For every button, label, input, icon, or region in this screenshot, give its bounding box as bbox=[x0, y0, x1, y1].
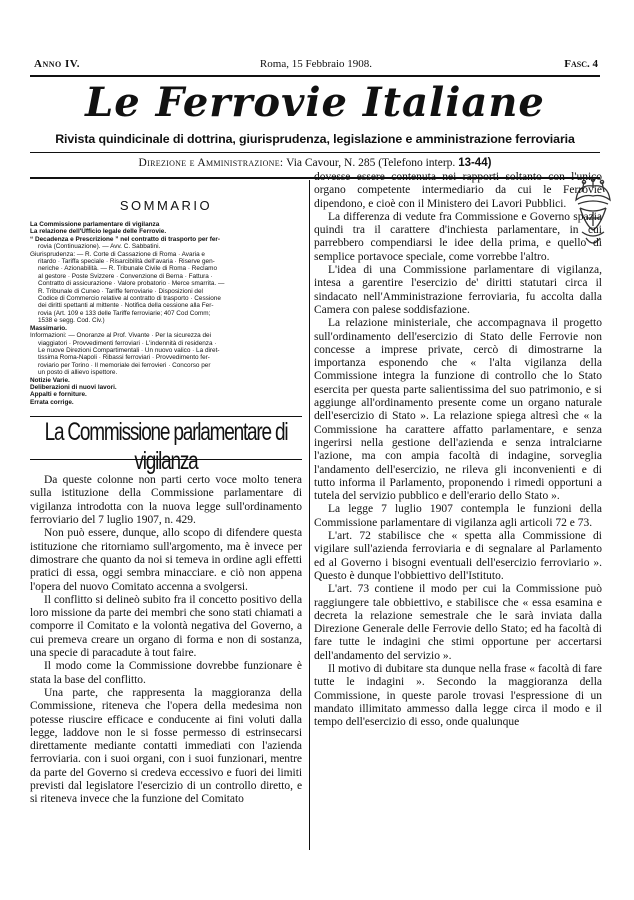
sommario-item: Contratto di assicurazione · Valore probatorio · Merce smarrita. — bbox=[38, 280, 225, 288]
sommario-item: rovia (Continuazione). — Avv. C. Sabbatini. bbox=[38, 243, 161, 251]
direzione-phone: 13-44) bbox=[458, 157, 492, 169]
right-article-text bbox=[314, 171, 602, 729]
article-paragraph: Il conflitto si delineò subito fra il concetto positivo della loro missione da parte dei membri che sono stati chiamati a comporre il Comitato e la volontà negativa del Governo, a cui premeva creare un organo di forma e non di sostanza, una specie di paracadute à tout faire. bbox=[30, 593, 302, 660]
masthead-title: Le Ferrovie Italiane bbox=[85, 79, 545, 126]
sommario-item: La relazione dell'Ufficio legale delle Ferrovie. bbox=[30, 228, 167, 236]
direzione-address: Via Cavour, N. 285 (Telefono interp. bbox=[286, 157, 456, 169]
sommario-item: Informazioni: — Onoranze al Prof. Vivante · Per la sicurezza dei bbox=[30, 332, 212, 340]
left-column bbox=[30, 182, 302, 807]
sommario-item: La Commissione parlamentare di vigilanza bbox=[30, 221, 160, 228]
issue-label: Fasc. 4 bbox=[564, 58, 598, 70]
sommario-list bbox=[30, 221, 302, 406]
article-paragraph: L'art. 73 contiene il modo per cui la Commissione può raggiungere tale obbiettivo, e stabilisce che « essa esamina e decreta la relazione semestrale che le sarà inviata dalla Direzione Generale delle Ferrovie dello Stato; ed ha facoltà di fare tutte le indagini che stimi opportune per accertarsi dell'andamento del servizio ». bbox=[314, 583, 602, 662]
volume-label: Anno IV. bbox=[34, 58, 81, 70]
article-heading-box bbox=[30, 416, 302, 476]
right-column bbox=[314, 171, 602, 729]
sommario-item: al gestore · Poste Svizzere · Convenzione di Berna · Fattura · bbox=[38, 272, 213, 280]
sommario-item: Giurisprudenza: — R. Corte di Cassazione di Roma · Avaria e bbox=[30, 250, 205, 258]
article-paragraph: Una parte, che rappresenta la maggioranza della Commissione, riteneva che l'opera della medesima non potesse riuscire efficace e conducente ai fini voluti dalla legge, laddove non le si fosse permesso di estrinsecarsi direttamente mediante contatti immediati con l'azienda ferroviaria. con i suoi organi, con i suoi funzionari, mentre da parte del Governo si credeva eccessivo e fuori dei limiti previsti dal legislatore l'esercizio di un controllo diretto, e si riteneva invece che la funzione del Comitato bbox=[30, 686, 302, 806]
sommario-item: Massimario. bbox=[30, 324, 67, 332]
sommario-item: Appalti e forniture. bbox=[30, 391, 87, 399]
article-paragraph: La relazione ministeriale, che accompagnava il progetto sull'ordinamento dell'esercizio di Stato delle Ferrovie non concesse a imprese private, cercò di dimostrarne la importanza esponendo che « l'alta vigilanza della Commissione integra la funzione di controllo che lo Stato esercita per questa parte salientissima del suo patrimonio, e si aggiunge all'ordinamento presente come un organo naturale dell'esercizio di Stato ». La relazione spiega altresì che « la Commissione ha carattere affatto parlamentare, e senza ingerirsi nella gestione dell'azienda e senza intralciarne l'azione, ma con ampia facoltà di indagine, sorveglia l'andamento dell'esercizio, ne rileva gli inconvenienti e di tutto informa il Parlamento, proponendo i rimedi opportuni a tutela del servizio pubblico e dell'erario dello Stato ». bbox=[314, 317, 602, 503]
sommario-item: roviario per Torino · Il memoriale dei ferrovieri · Concorso per bbox=[38, 361, 211, 369]
article-paragraph: Il motivo di dubitare sta dunque nella frase « facoltà di fare tutte le indagini ». Secondo la maggioranza della Commissione, in queste parole trovasi l'espressione di un mandato illimitato ammesso dalla legge circa il modo e il tempo dell'esercizio di esso, onde qualunque bbox=[314, 662, 602, 729]
sommario-item: R. Tribunale di Cuneo · Tariffe ferroviarie · Disposizioni del bbox=[38, 287, 203, 295]
sommario-item: tissima Roma-Napoli · Ribassi ferroviari · Provvedimento fer- bbox=[38, 354, 210, 362]
sommario-item: neriche · Azionabilità. — R. Tribunale Civile di Roma · Reclamo bbox=[38, 265, 218, 273]
sommario-item: ritardo · Tariffa speciale · Risarcibilità dell'avaria · Riserve gen- bbox=[38, 258, 215, 266]
subtitle-rule bbox=[30, 152, 600, 153]
left-article-text bbox=[30, 474, 302, 806]
sommario-item: viaggiatori · Provvedimenti ferroviari · L'indennità di residenza · bbox=[38, 339, 217, 347]
sommario-item: Errata corrige. bbox=[30, 398, 74, 406]
article-heading: La Commissione parlamentare di vigilanza bbox=[44, 419, 288, 476]
sommario-item: Deliberazioni di nuovi lavori. bbox=[30, 383, 117, 391]
sommario-item: Le nuove Direzioni Compartimentali · Un nuovo valico · La diret- bbox=[38, 346, 220, 354]
running-header bbox=[34, 58, 598, 72]
sommario-item: dei diritti spettanti al mittente · Notifica della cessione alla Fer- bbox=[38, 302, 214, 310]
sommario-title: SOMMARIO bbox=[119, 198, 213, 213]
sommario-item: 1538 e segg. Cod. Civ.) bbox=[38, 317, 105, 325]
article-paragraph: L'idea di una Commissione parlamentare di vigilanza, intesa a garentire l'esercizio de' diritti statutari circa il sindacato nell'Amministrazione ferroviaria, fu accolta dalla Camera con palese soddisfazione. bbox=[314, 264, 602, 316]
article-paragraph: dovesse essere contenuta nei rapporti soltanto con l'unico organo competente intermediario da cui le Ferrovie dipendono, e cioè con il Ministero dei Lavori Pubblici. bbox=[314, 171, 602, 210]
sommario-item: Notizie Varie. bbox=[30, 376, 70, 384]
sommario-item: rovia (Art. 109 e 133 delle Tariffe ferroviarie; 407 Cod Comm; bbox=[38, 309, 211, 317]
article-paragraph: La legge 7 luglio 1907 contempla le funzioni della Commissione parlamentare di vigilanza agli articoli 72 e 73. bbox=[314, 503, 602, 529]
sommario-item: un posto di allievo ispettore. bbox=[38, 369, 118, 377]
place-date: Roma, 15 Febbraio 1908. bbox=[259, 58, 373, 70]
article-paragraph: L'art. 72 stabilisce che « spetta alla Commissione di vigilare sull'azienda ferroviaria e di segnalare al Parlamento ed al Governo i bisogni eventuali dell'esercizio ferroviario ». Questo è dunque l'obbiettivo dell'Istituto. bbox=[314, 530, 602, 582]
article-paragraph: Il modo come la Commissione dovrebbe funzionare è stata la base del conflitto. bbox=[30, 660, 302, 686]
masthead-subtitle: Rivista quindicinale di dottrina, giurisprudenza, legislazione e amministrazione ferroviaria bbox=[55, 132, 575, 146]
article-paragraph: Da queste colonne non parti certo voce molto tenera sulla istituzione della Commissione parlamentare di vigilanza introdotta con la nuova legge sull'ordinamento ferroviario del 7 luglio 1907, n. 429. bbox=[30, 474, 302, 527]
article-paragraph: La differenza di vedute fra Commissione e Governo spazia quindi tra il carattere d'inchiesta parlamentare, in cui parrebbero compendiarsi le idee della prima, e quello di semplice portavoce speciale, come vorrebbe l'altro. bbox=[314, 210, 602, 263]
article-paragraph: Non può essere, dunque, allo scopo di difendere questa istituzione che ritorniamo sull'argomento, ma è invece per dimostrare che quanto da noi si temeva in ordine agli effetti pratici di essa, oggi sembra minacciare. e ciò non appena l'opera del nuovo Comitato accenna a svolgersi. bbox=[30, 527, 302, 593]
sommario-item: “ Decadenza e Prescrizione ” nel contratto di trasporto per fer- bbox=[30, 235, 220, 243]
direzione-label: Direzione e Amministrazione: bbox=[138, 157, 284, 169]
direzione-line bbox=[30, 157, 600, 169]
top-rule bbox=[30, 75, 600, 77]
sommario-item: Codice di Commercio relative al contratto di trasporto · Cessione bbox=[38, 295, 221, 303]
column-divider bbox=[309, 180, 310, 850]
